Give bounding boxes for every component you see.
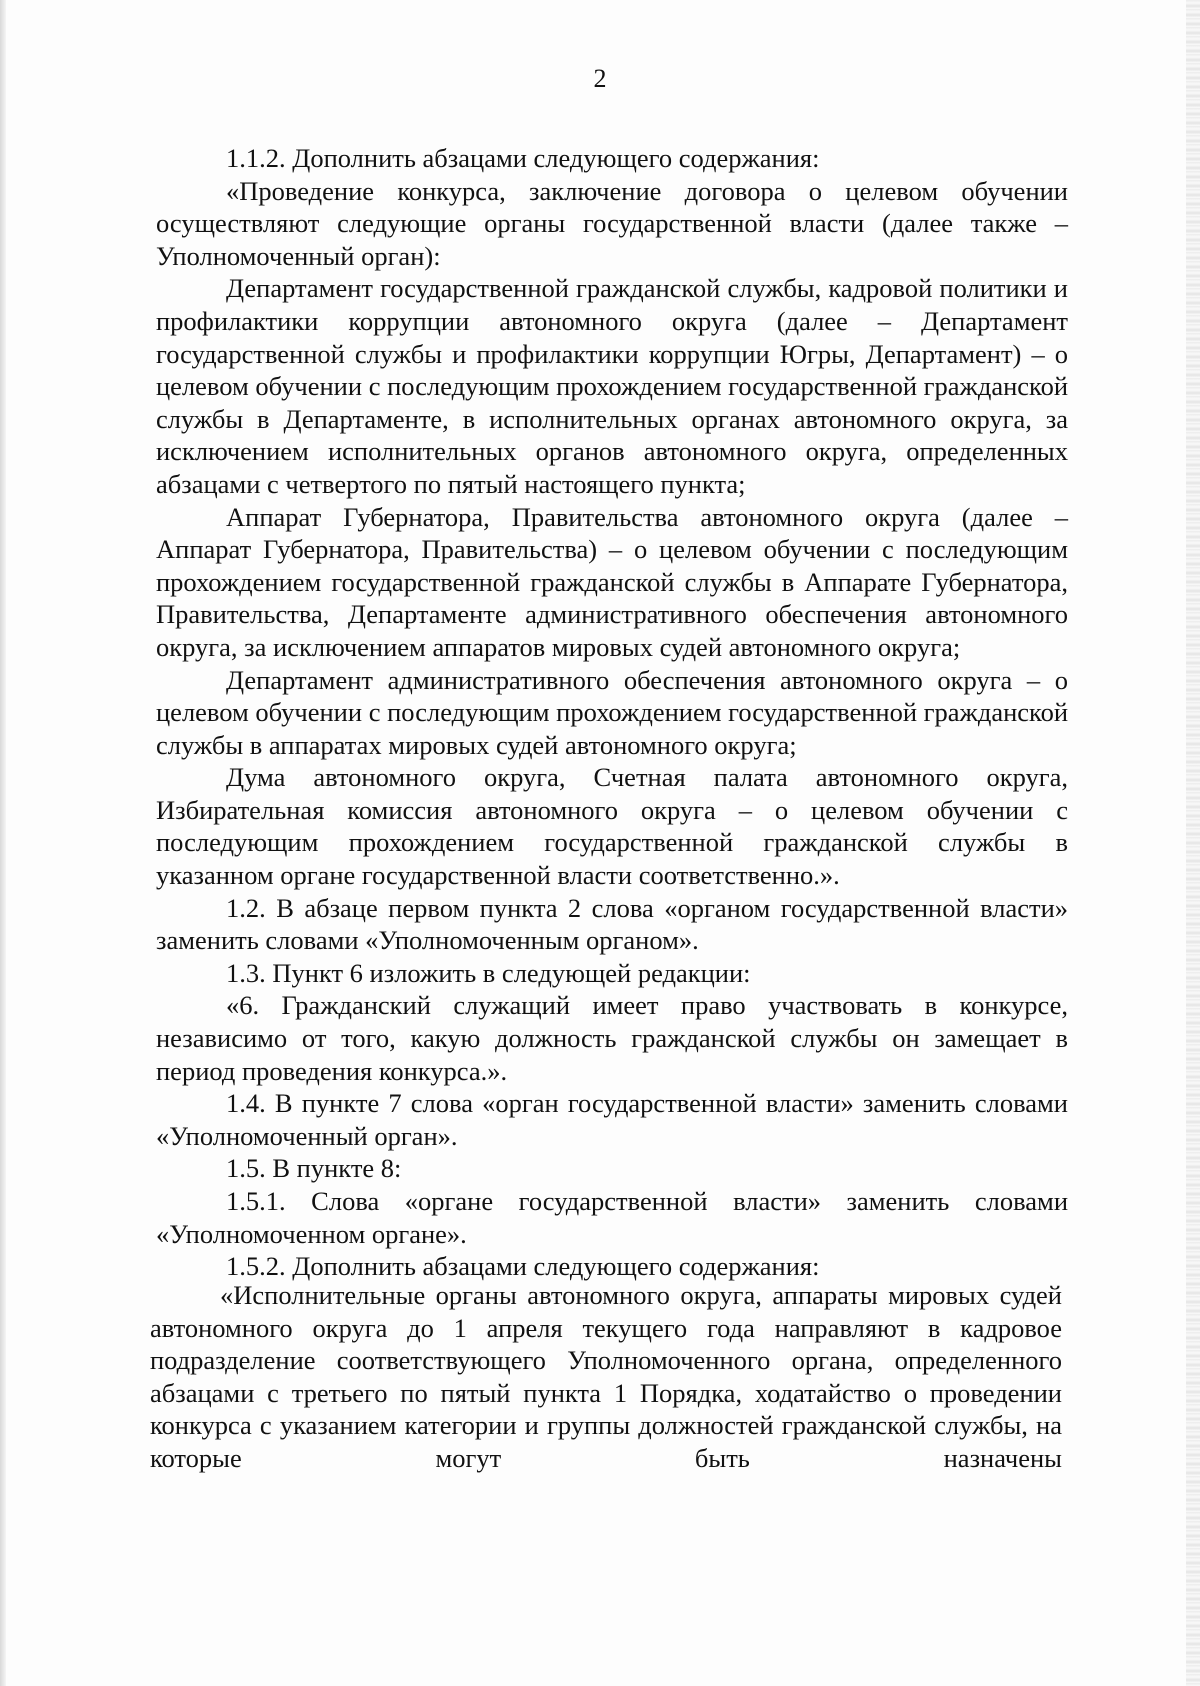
continuation-paragraph: «Исполнительные органы автономного округа, аппараты мировых судей автономного округа до 1 апреля текущего года направляют в кадровое подразделение соответствующего Уполномоченного органа, определенного абзацами с третьего по пятый пункта 1 Порядка, ходатайство о проведении конкурса с указанием категории и группы должностей гражданской службы, на которые могут быть назначены [150,1280,1062,1473]
continuation-block [150,1279,1062,1475]
paragraph: Аппарат Губернатора, Правительства автономного округа (далее – Аппарат Губернатора, Правительства) – о целевом обучении с последующим прохождением государственной гражданской службы в Аппарате Губернатора, Правительства, Департаменте административного обеспечения автономного округа, за исключением аппаратов мировых судей автономного округа; [156,501,1068,662]
paragraph: Департамент административного обеспечения автономного округа – о целевом обучении с последующим прохождением государственной гражданской службы в аппаратах мировых судей автономного округа; [156,664,1068,760]
page-number: 2 [593,64,607,93]
paragraph: Дума автономного округа, Счетная палата автономного округа, Избирательная комиссия автономного округа – о целевом обучении с последующим прохождением государственной гражданской службы в указанном органе государственной власти соответственно.». [156,762,1068,891]
paragraph: 1.4. В пункте 7 слова «орган государственной власти» заменить словами «Уполномоченный орган». [156,1088,1068,1151]
scan-edge-right [1186,0,1200,1686]
paragraph: «6. Гражданский служащий имеет право участвовать в конкурсе, независимо от того, какую должность гражданской службы он замещает в период проведения конкурса.». [156,990,1068,1086]
paragraph: 1.5. В пункте 8: [226,1153,402,1184]
paragraph: 1.5.2. Дополнить абзацами следующего содержания: [226,1251,820,1282]
paragraph: 1.1.2. Дополнить абзацами следующего содержания: [226,143,820,173]
paragraph: Департамент государственной гражданской службы, кадровой политики и профилактики коррупции автономного округа (далее – Департамент государственной службы и профилактики коррупции Югры, Департамент) – о целевом обучении с последующим прохождением государственной гражданской службы в Департаменте, в исполнительных органах автономного округа, за исключением исполнительных органов автономного округа, определенных абзацами с четвертого по пятый настоящего пункта; [156,273,1068,499]
paragraph: 1.3. Пункт 6 изложить в следующей редакции: [226,957,751,988]
paragraph: 1.5.1. Слова «органе государственной власти» заменить словами «Уполномоченном органе». [156,1186,1068,1249]
paragraph: 1.2. В абзаце первом пункта 2 слова «органом государственной власти» заменить словами «Уполномоченным органом». [156,892,1068,956]
scan-edge-left [0,0,6,1686]
paragraph: «Проведение конкурса, заключение договора о целевом обучении осуществляют следующие органы государственной власти (далее также – Уполномоченный орган): [156,175,1068,271]
document-body [156,142,1068,1283]
